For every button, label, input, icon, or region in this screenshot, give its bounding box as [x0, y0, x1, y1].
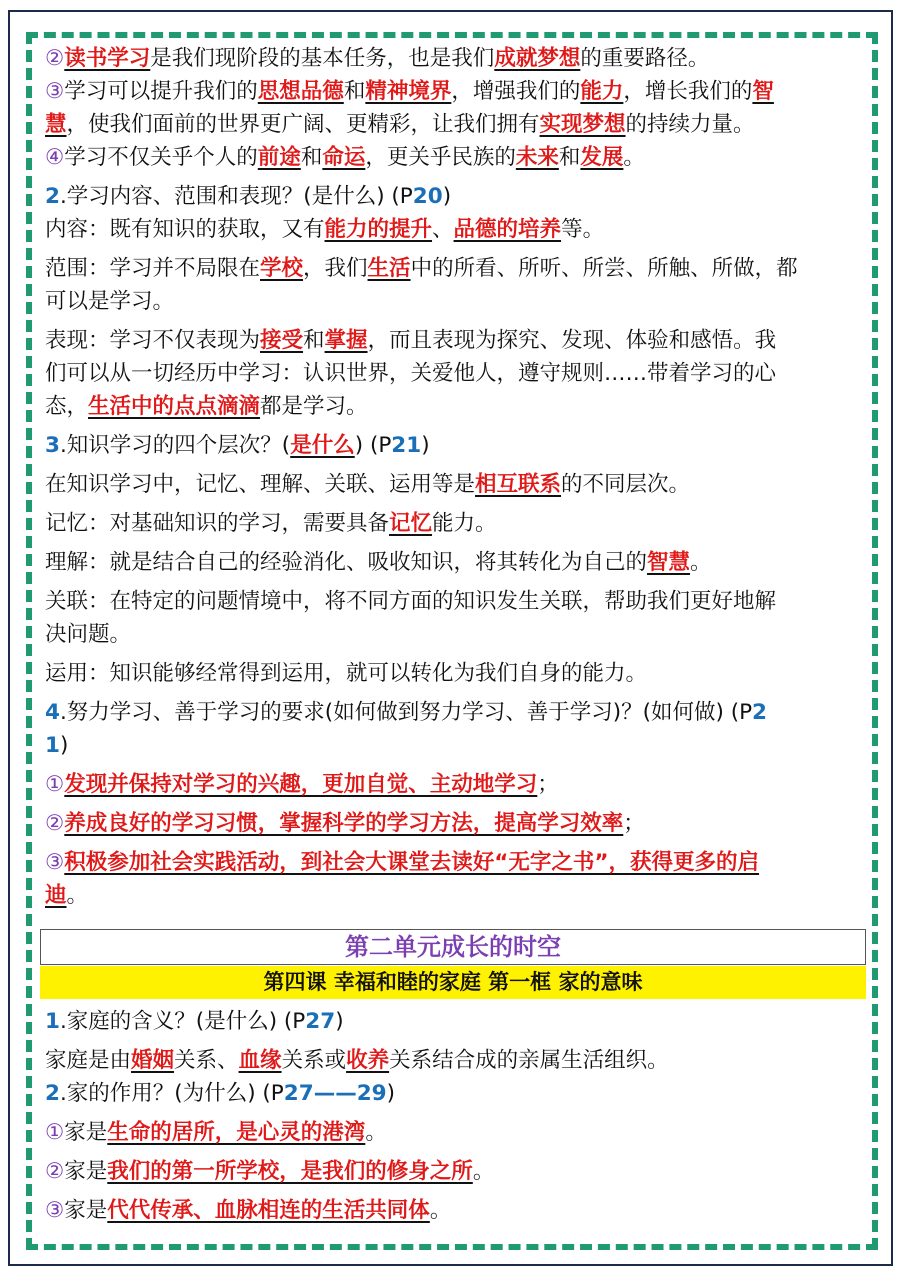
point-2: ②读书学习是我们现阶段的基本任务，也是我们成就梦想的重要路径。 [45, 46, 710, 71]
application-line: 运用：知识能够经常得到运用，就可以转化为我们自身的能力。 [45, 661, 648, 686]
lesson-content [45, 1005, 871, 1227]
question-4-title-cont: 1) [45, 733, 69, 758]
association-line-cont: 决问题。 [45, 622, 132, 647]
performance-line-end: 态，生活中的点点滴滴都是学习。 [45, 394, 368, 419]
point-3: ③学习可以提升我们的思想品德和精神境界，增强我们的能力，增长我们的智 [45, 79, 774, 104]
point-3-cont: 慧，使我们面前的世界更广阔、更精彩，让我们拥有实现梦想的持续力量。 [45, 112, 755, 137]
section-2-title: 2.家的作用？(为什么) (P27——29) [45, 1081, 396, 1106]
memory-line: 记忆：对基础知识的学习，需要具备记忆能力。 [45, 511, 497, 536]
levels-line: 在知识学习中，记忆、理解、关联、运用等是相互联系的不同层次。 [45, 472, 691, 497]
section-1-title: 1.家庭的含义？(是什么) (P27) [45, 1009, 344, 1034]
requirement-1: ①发现并保持对学习的兴趣，更加自觉、主动地学习； [45, 772, 559, 797]
scope-line: 范围：学习并不局限在学校，我们生活中的所看、所听、所尝、所触、所做，都 [45, 256, 798, 281]
performance-line: 表现：学习不仅表现为接受和掌握，而且表现为探究、发现、体验和感悟。我 [45, 328, 777, 353]
association-line: 关联：在特定的问题情境中，将不同方面的知识发生关联，帮助我们更好地解 [45, 589, 777, 614]
requirement-3: ③积极参加社会实践活动，到社会大课堂去读好“无字之书”，获得更多的启 [45, 850, 760, 875]
point-4: ④学习不仅关乎个人的前途和命运，更关乎民族的未来和发展。 [45, 145, 645, 170]
question-3-title: 3.知识学习的四个层次？(是什么) (P21) [45, 433, 430, 458]
unit-heading: 第二单元成长的时空 [40, 929, 866, 965]
notes-content [45, 42, 871, 912]
content-line: 内容：既有知识的获取，又有能力的提升、品德的培养等。 [45, 217, 605, 242]
family-definition: 家庭是由婚姻关系、血缘关系或收养关系结合成的亲属生活组织。 [45, 1048, 669, 1073]
requirement-2: ②养成良好的学习习惯，掌握科学的学习方法，提高学习效率； [45, 811, 645, 836]
performance-line-cont: 们可以从一切经历中学习：认识世界，关爱他人，遵守规则……带着学习的心 [45, 361, 777, 386]
requirement-3-cont: 迪。 [45, 883, 89, 908]
scope-line-cont: 可以是学习。 [45, 289, 175, 314]
question-2-title: 2.学习内容、范围和表现？(是什么) (P20) [45, 184, 452, 209]
home-role-2: ②家是我们的第一所学校，是我们的修身之所。 [45, 1159, 495, 1184]
question-4-title: 4.努力学习、善于学习的要求(如何做到努力学习、善于学习)？(如何做) (P2 [45, 700, 768, 725]
understanding-line: 理解：就是结合自己的经验消化、吸收知识，将其转化为自己的智慧。 [45, 550, 712, 575]
home-role-3: ③家是代代传承、血脉相连的生活共同体。 [45, 1198, 452, 1223]
home-role-1: ①家是生命的居所，是心灵的港湾。 [45, 1120, 387, 1145]
lesson-heading: 第四课 幸福和睦的家庭 第一框 家的意味 [40, 966, 866, 999]
